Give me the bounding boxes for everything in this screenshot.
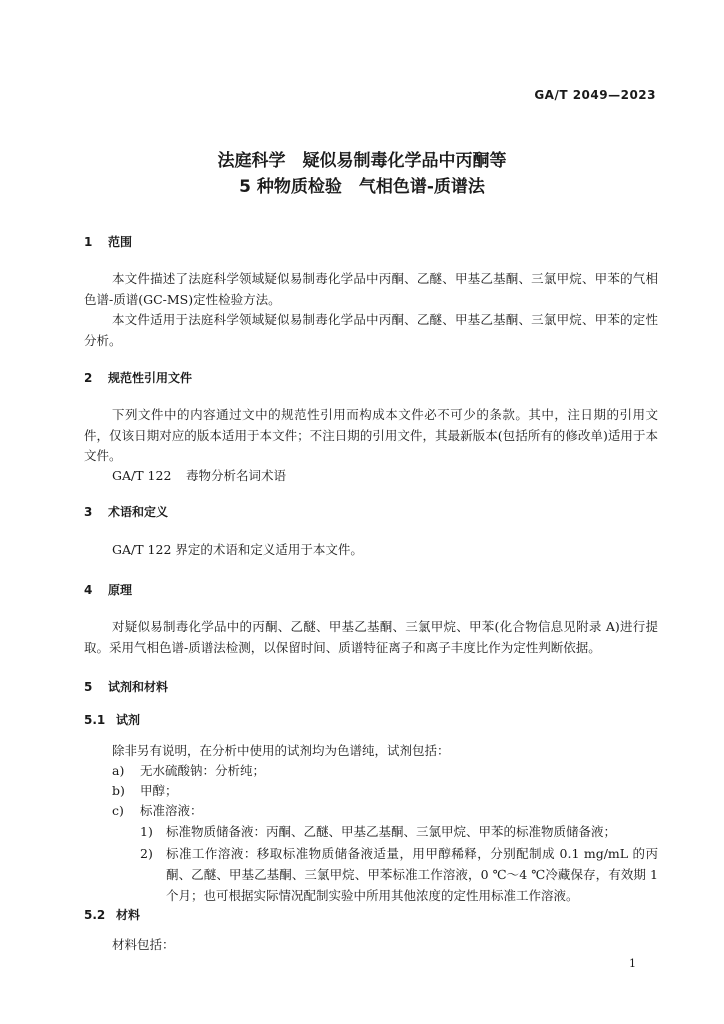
section-title: 术语和定义 [108, 505, 169, 519]
section-number: 5 [84, 680, 93, 694]
list-marker: 1) [140, 824, 153, 839]
section-title: 规范性引用文件 [108, 371, 193, 385]
list-text: 标准工作溶液：移取标准物质储备液适量，用甲醇稀释，分别配制成 0.1 mg/mL 的丙酮、乙醚、甲基乙基酮、三氯甲烷、甲苯标准工作溶液，0 ℃～4 ℃冷藏保存，有效期 1 个月；也可根据实际情况配制实验中所用其他浓度的定性用标准工作溶液。 [166, 846, 658, 903]
section-number: 4 [84, 583, 93, 597]
paragraph: 本文件适用于法庭科学领域疑似易制毒化学品中丙酮、乙醚、甲基乙基酮、三氯甲烷、甲苯的定性分析。 [84, 312, 658, 348]
paragraph: GA/T 122 界定的术语和定义适用于本文件。 [112, 542, 363, 557]
list-marker: b) [112, 783, 125, 798]
sub-list-item [140, 843, 658, 906]
section-4-heading [84, 580, 658, 600]
paragraph: 对疑似易制毒化学品中的丙酮、乙醚、甲基乙基酮、三氯甲烷、甲苯(化合物信息见附录 A)进行提取。采用气相色谱-质谱法检测，以保留时间、质谱特征离子和离子丰度比作为定性判断依据。 [84, 619, 658, 655]
section-4-body [84, 617, 658, 658]
section-5-2-intro [84, 935, 658, 956]
section-1-heading [84, 232, 658, 252]
list-text: 甲醇； [140, 783, 178, 798]
title-line-2: 5 种物质检验 气相色谱-质谱法 [239, 177, 485, 197]
section-title: 材料 [116, 908, 141, 922]
page-number: 1 [629, 957, 636, 970]
list-marker: a) [112, 763, 125, 778]
section-title: 范围 [108, 235, 133, 249]
section-2-heading [84, 368, 658, 388]
section-number: 2 [84, 371, 93, 385]
paragraph: 材料包括： [112, 937, 175, 952]
document-title [0, 148, 724, 200]
section-5-heading [84, 677, 658, 697]
reference-code: GA/T 122 [112, 468, 172, 483]
title-line-1: 法庭科学 疑似易制毒化学品中丙酮等 [217, 151, 507, 171]
list-marker: c) [112, 803, 124, 818]
section-2-body [84, 405, 658, 467]
list-text: 标准物质储备液：丙酮、乙醚、甲基乙基酮、三氯甲烷、甲苯的标准物质储备液； [166, 824, 617, 839]
section-5-1-intro [84, 741, 658, 762]
section-number: 5.1 [84, 713, 106, 727]
section-title: 原理 [108, 583, 133, 597]
normative-reference [112, 466, 286, 486]
list-item [112, 781, 178, 801]
section-number: 5.2 [84, 908, 106, 922]
sub-list-item [140, 821, 658, 842]
list-item [112, 761, 265, 781]
section-5-2-heading [84, 905, 658, 925]
section-number: 1 [84, 235, 93, 249]
section-3-heading [84, 502, 658, 522]
list-item [112, 801, 203, 821]
section-title: 试剂和材料 [108, 680, 169, 694]
section-1-body [84, 269, 658, 351]
standard-number: GA/T 2049—2023 [534, 88, 656, 102]
section-title: 试剂 [116, 713, 141, 727]
list-text: 标准溶液： [140, 803, 203, 818]
list-text: 无水硫酸钠：分析纯； [140, 763, 266, 778]
section-number: 3 [84, 505, 93, 519]
section-5-1-heading [84, 710, 658, 730]
paragraph: 下列文件中的内容通过文中的规范性引用而构成本文件必不可少的条款。其中，注日期的引用文件，仅该日期对应的版本适用于本文件；不注日期的引用文件，其最新版本(包括所有的修改单)适用于本文件。 [84, 407, 658, 463]
list-marker: 2) [140, 846, 153, 861]
paragraph: 除非另有说明，在分析中使用的试剂均为色谱纯，试剂包括： [112, 743, 450, 758]
reference-title: 毒物分析名词术语 [186, 468, 287, 483]
section-3-body [84, 540, 658, 561]
paragraph: 本文件描述了法庭科学领域疑似易制毒化学品中丙酮、乙醚、甲基乙基酮、三氯甲烷、甲苯的气相色谱-质谱(GC-MS)定性检验方法。 [84, 271, 658, 307]
